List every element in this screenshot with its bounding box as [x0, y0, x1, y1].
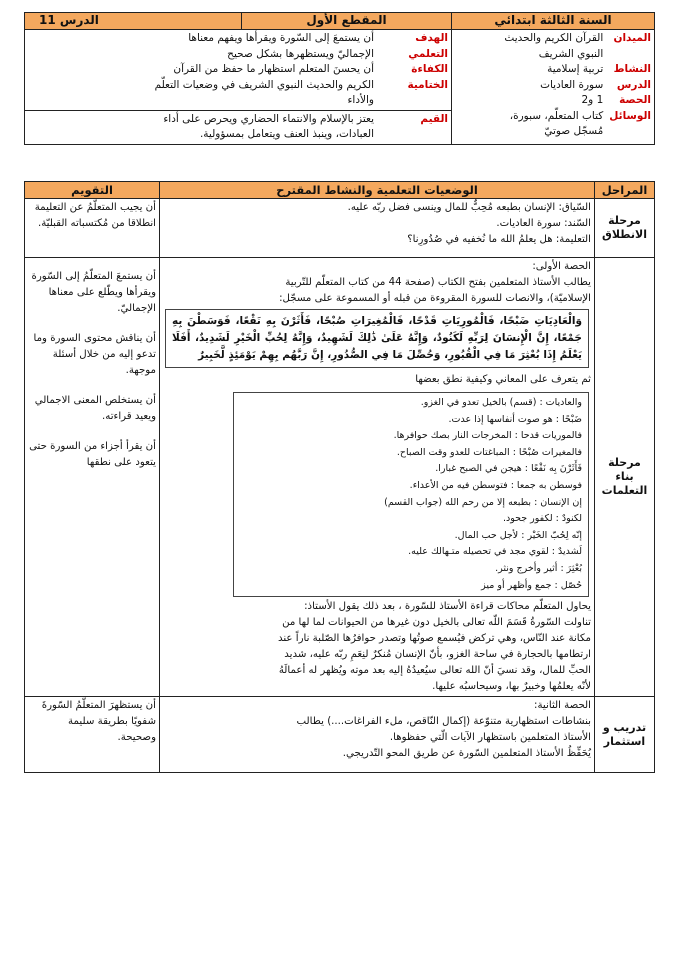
col-evaluation-header: التقويم: [25, 182, 160, 199]
vocab-item: لكنودٌ : لكفور جحود.: [502, 513, 582, 525]
label-domain: الميدان: [613, 32, 651, 44]
vocab-item: حُصّل : جمع وأظهر أو ميز: [481, 579, 582, 591]
practice-line: بنشاطات استظهارية متنوّعة (إكمال النّاقص، ملء الفراغات....) يطالب: [296, 716, 591, 728]
practice-stage-label: تدريب و استثمار: [595, 697, 655, 773]
session-one-heading: الحصة الأولى:: [532, 261, 591, 272]
lesson-value: سورة العاديات: [540, 78, 604, 91]
vocab-item: ضَبْحًا : هو صوت أنفاسها إذا عدت.: [448, 413, 582, 425]
tools-value-line2: مُسجّل صوتيّ: [544, 125, 604, 137]
closing-line: تناولت السّورةُ قَسَمَ اللّه تعالى بالخيل دون غيرها من الحيوانات لما لها من: [282, 617, 591, 629]
vocab-item: إنّه لِحُبّ الخَيْر : لأجل حب المال.: [454, 529, 582, 541]
vocab-item: فوسطن به جمعا : فتوسطن فيه من الأعداء.: [409, 479, 582, 491]
objective-line: والأداء: [347, 94, 374, 106]
intro-line: يطالب الأستاذ المتعلمين بفتح الكتاب (صفحة 44 من كتاب المتعلّم للتّربية: [285, 277, 591, 288]
vocab-item: فَأَثَرْنَ بِه نَقْعًا : هيجن في الصبح غبارا.: [435, 463, 582, 475]
label-objective: الهدف: [415, 32, 448, 44]
header-objectives-cell: [25, 30, 452, 145]
header-info-cell: [452, 30, 655, 145]
label-learning: التعلمي: [408, 47, 448, 60]
values-line: العبادات، وينبذ العنف ويتعامل بمسؤولية.: [199, 128, 374, 140]
col-stages-header: المراحل: [595, 182, 655, 199]
objective-line: أن يستمعَ إلى السّورة ويقرأها ويفهم معناها: [188, 32, 374, 44]
closing-line: مكانة عند النّاس، وهي تركض فيُسمع صوتُها وتصدر حوافرُها الصّلبة ناراً عند: [278, 633, 591, 645]
build-evaluation: [25, 258, 160, 697]
session-value: 1 و2: [581, 94, 604, 106]
closing-line: لأنّه يعلمُها وخبيرٌ بها، وسيحاسبُه عليها.: [432, 681, 591, 693]
practice-content: [160, 697, 595, 773]
eval-item: أن يستخلص المعنى الاجمالي ويعيد قراءته.: [34, 395, 156, 422]
practice-evaluation: أن يستظهرَ المتعلّمُ السّورةَ شفويًا بطريقة سليمة وصحيحة.: [25, 697, 160, 773]
lesson-plan-table: [24, 181, 655, 773]
practice-stage-row: [25, 697, 655, 773]
vocab-item: بُعْثِرَ : أثير وأخرج ونثر.: [495, 562, 582, 574]
col-situations-header: الوضعيات التعلمية والنشاط المقترح: [160, 182, 595, 199]
activity-value: تربية إسلامية: [547, 63, 604, 75]
launch-content: [160, 199, 595, 258]
label-lesson: الدرس: [616, 78, 651, 91]
practice-line: يُحَفِّظُ الأستاذ المتعلمين السّورة عن طريق المحو التّدريجي.: [342, 748, 591, 760]
header-content-row: [25, 30, 655, 145]
lesson-title: الدرس 11: [25, 13, 242, 30]
build-stage-row: [25, 258, 655, 697]
label-final: الختامية: [407, 78, 448, 91]
objective-line: الإجماليّ ويستظهرها بشكل صحيح: [227, 47, 374, 60]
values-text: [28, 112, 374, 143]
build-stage-label: مرحلة بناء التعلمات: [595, 258, 655, 697]
header-title-row: [25, 13, 655, 30]
objective-labels: [380, 31, 448, 109]
lesson-header-table: [24, 12, 655, 145]
vocabulary-box: [233, 392, 589, 597]
objective-values: [28, 31, 374, 109]
domain-value-line1: القرآن الكريم والحديث: [504, 32, 604, 44]
plan-header-row: [25, 182, 655, 199]
label-values: القيم: [420, 112, 448, 125]
objective-line: الكريم والحديث النبوي الشريف في وضعيات التعلّم: [154, 78, 374, 91]
instruction-line: التعليمة: هل يعلمُ الله ما نُخفيه في صُدُورِنا؟: [407, 234, 591, 245]
closing-line: ارتطامها بالحجارة في ساحة الغزو، بأنّ الإنسان مُنكرٌ لنِعَمِ ربّه عليه، شديد: [284, 649, 591, 661]
support-line: السّند: سورة العاديات.: [496, 218, 591, 229]
vocab-item: فالموريات قدحا : المخرجات النار بصك حوافرها.: [393, 430, 582, 442]
vocab-item: والعاديات : (قسم) بالخيل تعدو في الغزو.: [420, 397, 582, 408]
info-labels: [609, 31, 651, 140]
objective-line: أن يحسنَ المتعلم استظهار ما حفظ من القرآن: [173, 63, 374, 75]
surah-text-box: وَالْعَادِيَاتِ ضَبْحًا، فَالْمُورِيَاتِ قَدْحًا، فَالْمُغِيرَاتِ صُبْحًا، فَأَثَرْنَ بِهِ نَقْعًا، فَوَسَطْنَ بِهِ جَمْعًا، إِنَّ الْإِنسَانَ لِرَبِّهِ لَكَنُودٌ، وَإِنَّهُ عَلَىٰ ذَٰلِكَ لَشَهِيدٌ، وَإِنَّهُ لِحُبِّ الْخَيْرِ لَشَدِيدٌ، أَفَلَا يَعْلَمُ إِذَا بُعْثِرَ مَا فِي الْقُبُورِ، وَحُصِّلَ مَا فِي الصُّدُورِ، إِنَّ رَبَّهُم بِهِمْ يَوْمَئِذٍ لَّخَبِيرٌ: [165, 309, 589, 368]
launch-stage-row: [25, 199, 655, 258]
tools-value-line1: كتاب المتعلّم، سبورة،: [509, 109, 604, 122]
session-two-heading: الحصة الثانية:: [534, 700, 591, 712]
closing-line: يحاول المتعلّم محاكات قراءة الأستاذ للسّورة ، بعد ذلك يقول الأستاذ:: [304, 601, 591, 613]
label-competence: الكفاءة: [411, 63, 448, 75]
eval-item: أن يقرأ أجزاء من السورة حتى يتعود على نطقها: [29, 441, 156, 468]
vocab-item: إن الإنسان : بطبعه إلا من رحم الله (جواب القسم): [384, 496, 582, 508]
values-line: يعتز بالإسلام والانتماء الحضاري ويحرص على أداء: [163, 112, 374, 125]
build-content: [160, 258, 595, 697]
domain-value-line2: النبوي الشريف: [538, 47, 604, 60]
year-title: السنة الثالثة ابتدائي: [452, 13, 655, 30]
meanings-intro: ثم يتعرف على المعاني وكيفية نطق بعضها: [415, 374, 591, 385]
practice-line: الأستاذ المتعلمين باستظهار الآيات الّتي حفظوها.: [389, 732, 591, 744]
launch-evaluation: أن يجيب المتعلّمُ عن التعليمة انطلاقا من مُكتسباته القبليّة.: [25, 199, 160, 258]
eval-item: أن يناقش محتوى السورة وما تدعو إليه من خلال أسئلة موجهة.: [33, 333, 156, 376]
vocab-item: فالمغيرات صُبْحًا : المباغتات للعدو وقت الصباح.: [396, 446, 582, 458]
launch-stage-label: مرحلة الانطلاق: [595, 199, 655, 258]
label-activity: النشاط: [613, 63, 651, 75]
label-tools: الوسائل: [609, 109, 651, 122]
closing-line: الحبِّ للمال، وقد نسيَ أنّ الله تعالى سيُعيدُهُ إليه بعد موته ويُظهر له أعمالَهُ: [278, 665, 591, 677]
info-values: [455, 31, 603, 140]
label-session: الحصة: [619, 94, 651, 106]
vocab-item: لَشديدٌ : لقوي مجد في تحصيله متـهالك عليه.: [408, 546, 582, 558]
eval-item: أن يستمعَ المتعلّمُ إلى السّورة ويقرأها ويطّلع على معناها الإجماليّ.: [31, 271, 156, 314]
context-line: السّياق: الإنسان بطبعه مُحِبٌّ للمال وينسى فضل ربّه عليه.: [347, 202, 591, 213]
intro-line: الإسلاميّة)، والانصات للسورة المقروءة من قبله أو المسموعة على مسجّل:: [279, 293, 591, 304]
section-title: المقطع الأول: [242, 13, 452, 30]
